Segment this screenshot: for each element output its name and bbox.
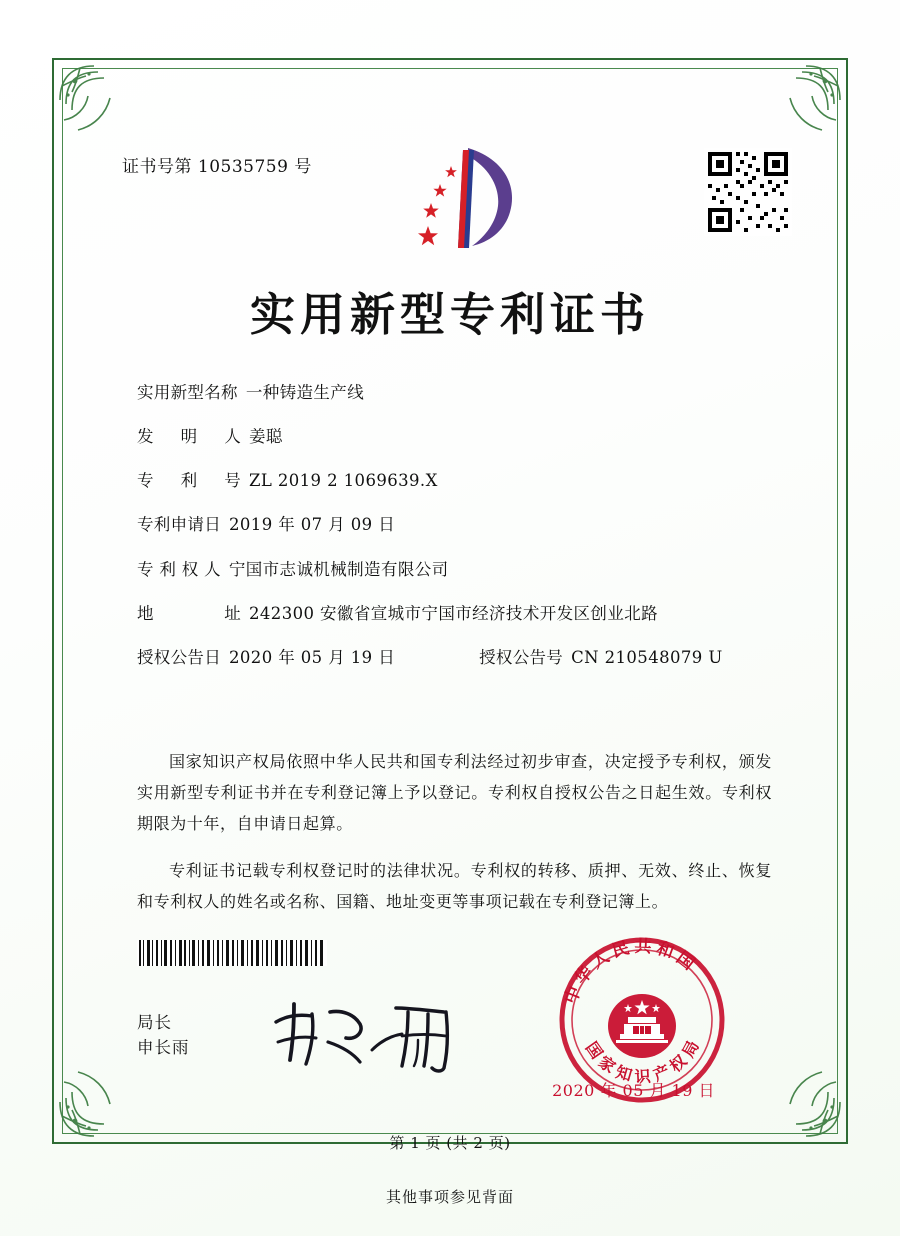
field-row xyxy=(137,604,780,625)
field-row xyxy=(137,383,780,404)
corner-ornament-icon xyxy=(54,1056,140,1142)
paragraph: 国家知识产权局依照中华人民共和国专利法经过初步审查，决定授予专利权，颁发实用新型专利证书并在专利登记簿上予以登记。专利权自授权公告之日起生效。专利权期限为十年，自申请日起算。 xyxy=(137,752,772,833)
field-label-secondary: 授权公告号 xyxy=(479,647,564,667)
field-value: 2020 年 05 月 19 日 xyxy=(229,647,396,667)
field-value: 242300 安徽省宣城市宁国市经济技术开发区创业北路 xyxy=(249,603,659,623)
page-number: 第 1 页 (共 2 页) xyxy=(389,1134,511,1152)
field-label: 地 址 xyxy=(137,603,241,623)
corner-ornament-icon xyxy=(54,60,140,146)
handwritten-signature-icon xyxy=(268,996,478,1074)
svg-text:中华人民共和国: 中华人民共和国 xyxy=(560,936,702,1007)
barcode-icon xyxy=(137,940,327,966)
seal-date: 2020 年 05 月 19 日 xyxy=(552,1081,715,1100)
field-row xyxy=(137,427,780,448)
certificate-fields xyxy=(137,383,780,692)
field-label: 实用新型名称 xyxy=(137,383,238,402)
field-value: 一种铸造生产线 xyxy=(245,383,365,402)
corner-ornament-icon xyxy=(760,1056,846,1142)
field-label: 授权公告日 xyxy=(137,647,221,667)
svg-text:国家知识产权局: 国家知识产权局 xyxy=(581,1033,706,1087)
signature-role: 局长 xyxy=(137,1013,172,1032)
certificate-number: 证书号第 10535759 号 xyxy=(122,157,312,177)
signature-block xyxy=(137,1010,190,1060)
field-value: ZL 2019 2 1069639.X xyxy=(249,471,438,491)
field-value: 姜聪 xyxy=(249,427,283,447)
field-row-announcement xyxy=(137,648,780,669)
field-value: 2019 年 07 月 09 日 xyxy=(229,515,396,535)
corner-ornament-icon xyxy=(760,60,846,146)
field-label: 发 明 人 xyxy=(137,427,241,447)
field-label: 专 利 号 xyxy=(137,471,241,491)
paragraph: 专利证书记载专利权登记时的法律状况。专利权的转移、质押、无效、终止、恢复和专利权人的姓名或名称、国籍、地址变更等事项记载在专利登记簿上。 xyxy=(137,861,772,911)
footnote: 其他事项参见背面 xyxy=(385,1188,514,1206)
field-row xyxy=(137,471,780,492)
qr-code-icon xyxy=(704,148,792,236)
cnipa-logo-icon xyxy=(406,140,526,258)
field-row xyxy=(137,560,780,581)
field-value: 宁国市志诚机械制造有限公司 xyxy=(228,559,449,579)
field-value-secondary: CN 210548079 U xyxy=(571,647,723,667)
legal-text-block xyxy=(137,730,772,933)
field-label: 专利申请日 xyxy=(137,515,221,535)
field-row xyxy=(137,515,780,536)
page-title: 实用新型专利证书 xyxy=(249,288,650,341)
signature-name: 申长雨 xyxy=(137,1038,190,1057)
field-label: 专 利 权 人 xyxy=(137,559,221,579)
